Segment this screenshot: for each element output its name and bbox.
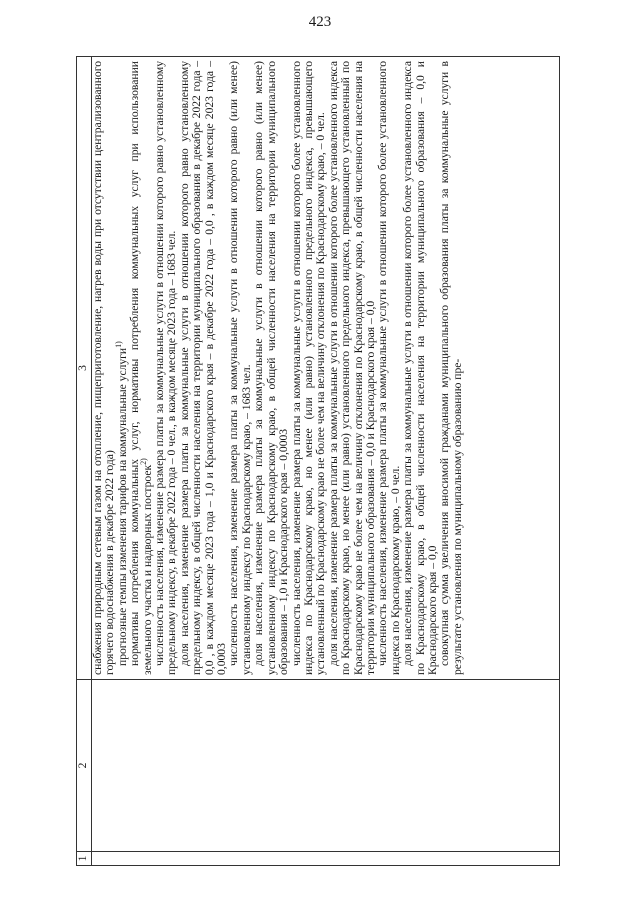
paragraph-share-within-deviation: доля населения, изменение размера платы за коммунальные услуги в отношении которого более установленного индекса по Краснодарскому краю, но менее (или равно) установленного предельного индекса, превышающего установленный по Краснодарскому краю не более чем на величину отклонения по Краснодарскому краю, в общей численности населения на территории муниципального образования – 0,0 и Краснодарского края – 0,0 — [326, 61, 377, 675]
rotated-table-wrapper — [76, 56, 560, 866]
paragraph-tariff-rates: прогнозные темпы изменения тарифов на коммунальные услуги$^{1)}$ — [113, 341, 129, 666]
data-table — [76, 56, 560, 866]
page-number: 423 — [308, 14, 332, 30]
column-header-1: 1 — [77, 852, 92, 866]
cell-column-2 — [92, 680, 560, 852]
paragraph-share-equal-index: доля населения, изменение размера платы за коммунальные услуги в отношении которого равно установленному предельному индексу, в общей численности населения на территории муниципального образования в декабре 2022 года – 0,0 , в каждом месяце 2023 года – 1,0 и Краснодарского края – в декабре 2022 года – 0,0 , в каждом месяце 2023 года – 0,0003 — [177, 61, 229, 675]
paragraph-consumption-norms: нормативы потребления коммунальных услуг, нормативы потребления коммунальных услуг при использовании земельного участка и надворных построек$^{2)}$ — [128, 61, 154, 675]
column-header-2: 2 — [77, 680, 92, 852]
footnote-mark-1: 1) — [113, 341, 123, 348]
paragraph-share-above-regional-index: доля населения, изменение размера платы за коммунальные услуги в отношении которого более установленного индекса по Краснодарскому краю, в общей численности населения на территории муниципального образования – 0,0 и Краснодарского края – 0,0 — [401, 61, 439, 675]
paragraph-total-payment-increase: совокупная сумма увеличения вносимой гражданами муниципального образования платы за коммунальные услуги в результате установления по муниципальному образованию пре- — [438, 61, 464, 675]
paragraph-population-equal-index: численность населения, изменение размера платы за коммунальные услуги в отношении которого равно установленному предельному индексу, в декабре 2022 года – 0 чел., в каждом месяце 2023 года – 1683 чел. — [153, 61, 179, 675]
cell-column-1 — [92, 852, 560, 866]
paragraph-population-within-deviation: численность населения, изменение размера платы за коммунальные услуги в отношении которого более установленного индекса по Краснодарскому краю, но менее (или равно) установленного предельного индекса, превышающего установленный по Краснодарскому краю не более чем на величину отклонения по Краснодарскому краю, – 0 чел. — [289, 61, 328, 675]
paragraph-population-above-regional-index: численность населения, изменение размера платы за коммунальные услуги в отношении которого более установленного индекса по Краснодарскому краю, – 0 чел. — [376, 61, 402, 675]
column-header-3: 3 — [77, 57, 92, 680]
paragraph-gas-supply: снабжения природным сетевым газом на отопление, пищеприготовление, нагрев воды при отсутствии централизованного горячего водоснабжения в декабре 2022 года) — [91, 61, 117, 675]
table-row — [92, 57, 560, 866]
paragraph-share-under-regional-index: доля населения, изменение размера платы за коммунальные услуги в отношении которого равно (или менее) установленному индексу по Краснодарскому краю, в общей численности населения на территории муниципального образования – 1,0 и Краснодарского края – 0,0003 — [252, 61, 291, 675]
paragraph-population-under-regional-index: численность населения, изменение размера платы за коммунальные услуги в отношении которого равно (или менее) установленному индексу по Краснодарскому краю, – 1683 чел. — [227, 61, 253, 675]
table-header-row — [77, 57, 92, 866]
footnote-mark-2: 2) — [138, 458, 148, 465]
cell-column-3 — [92, 57, 560, 680]
